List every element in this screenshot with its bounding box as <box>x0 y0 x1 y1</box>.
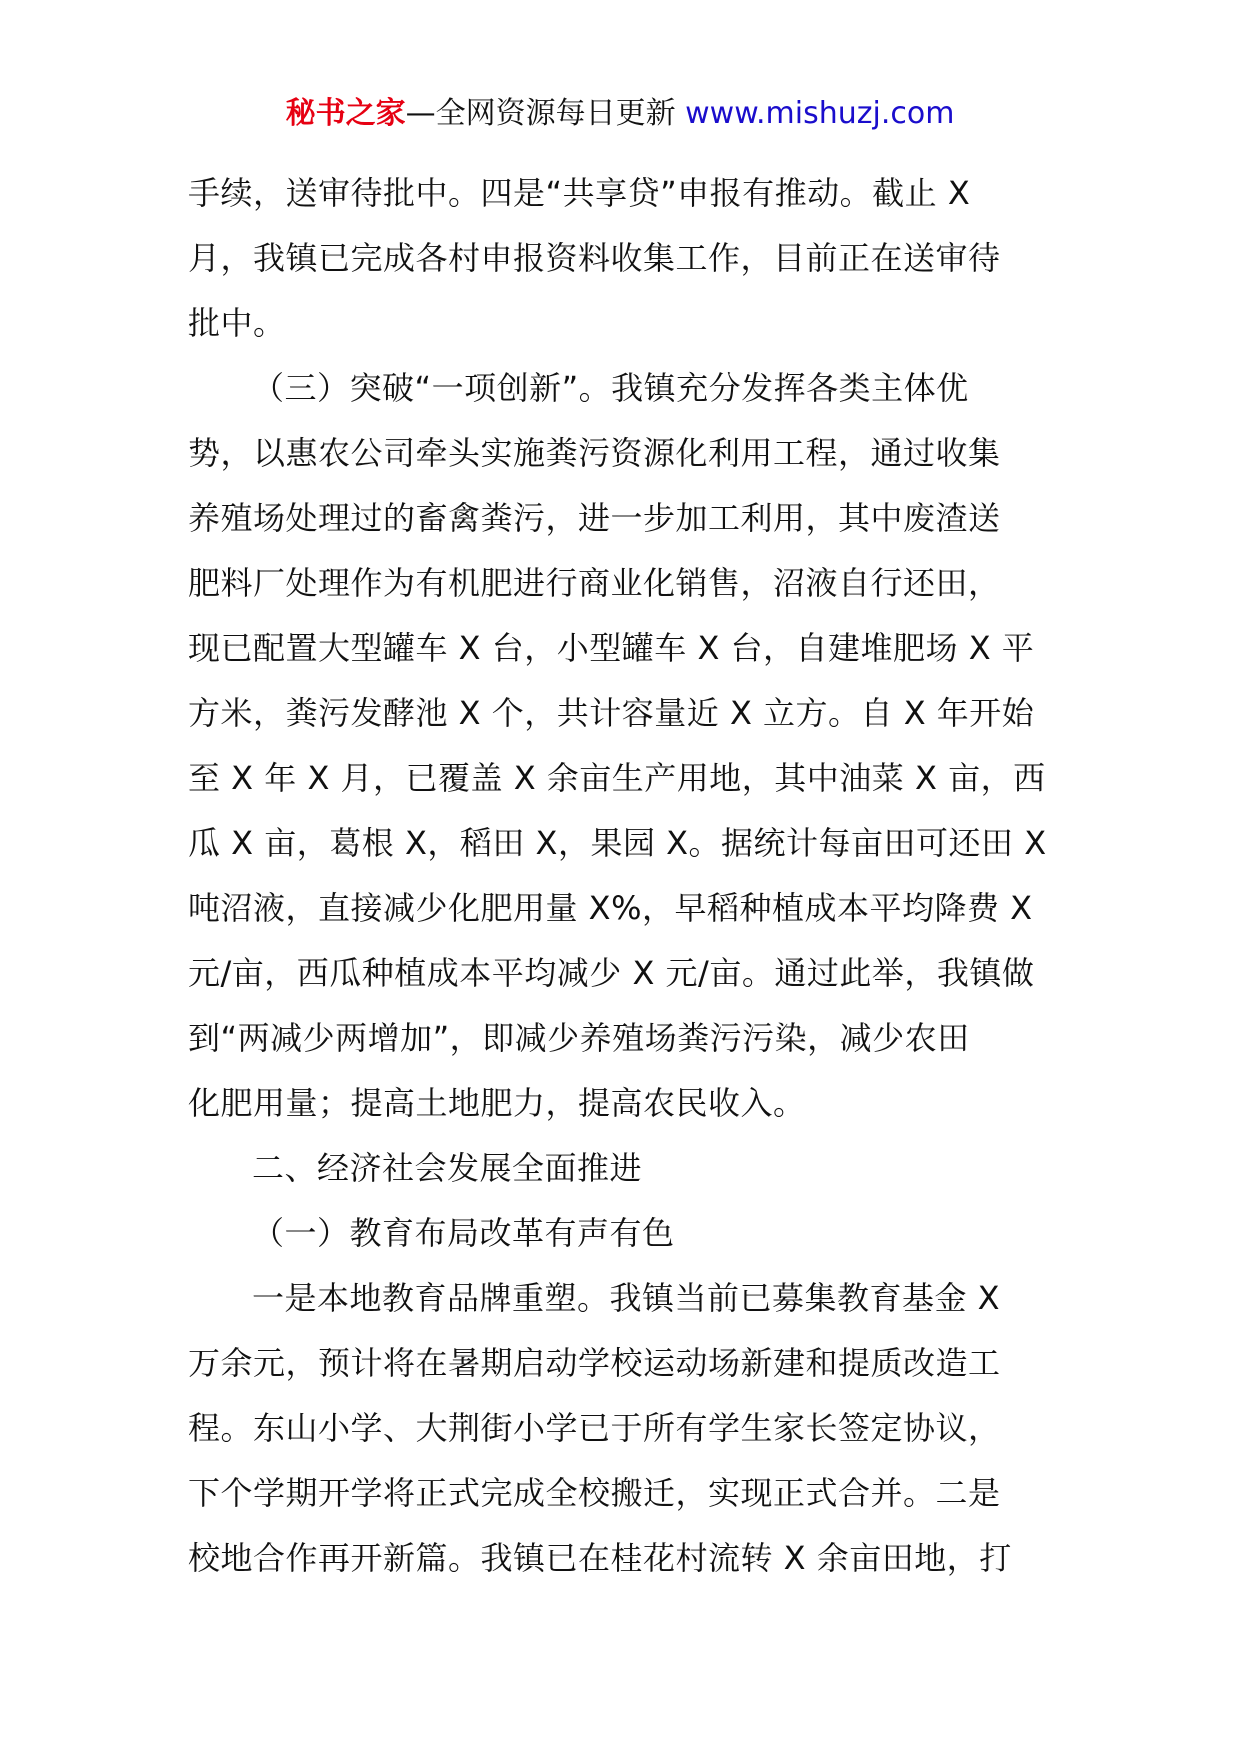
text-line: 肥料厂处理作为有机肥进行商业化销售，沼液自行还田， <box>188 564 1001 602</box>
text-line: 势，以惠农公司牵头实施粪污资源化利用工程，通过收集 <box>188 434 1001 472</box>
text-line: 程。东山小学、大荆街小学已于所有学生家长签定协议， <box>188 1409 1001 1447</box>
text-line: 吨沼液，直接减少化肥用量 X%，早稻种植成本平均降费 X <box>188 889 1033 927</box>
text-line: 至 X 年 X 月，已覆盖 X 余亩生产用地，其中油菜 X 亩，西 <box>188 759 1046 797</box>
text-line: 下个学期开学将正式完成全校搬迁，实现正式合并。二是 <box>188 1474 1001 1512</box>
text-line: 瓜 X 亩，葛根 X，稻田 X，果园 X。据统计每亩田可还田 X <box>188 824 1047 862</box>
header-tagline: —全网资源每日更新 <box>405 96 676 131</box>
subsection-heading-education: （一）教育布局改革有声有色 <box>252 1214 675 1252</box>
section-heading-innovation: （三）突破“一项创新”。我镇充分发挥各类主体优 <box>252 369 969 407</box>
text-line: 元/亩，西瓜种植成本平均减少 X 元/亩。通过此举，我镇做 <box>188 954 1035 992</box>
text-line: 到“两减少两增加”，即减少养殖场粪污污染，减少农田 <box>188 1019 970 1057</box>
site-header <box>0 94 1240 134</box>
text-line: 手续，送审待批中。四是“共享贷”申报有推动。截止 X <box>188 174 971 212</box>
text-line: 化肥用量；提高土地肥力，提高农民收入。 <box>188 1084 806 1122</box>
text-line: 校地合作再开新篇。我镇已在桂花村流转 X 余亩田地，打 <box>188 1539 1012 1577</box>
text-line: 一是本地教育品牌重塑。我镇当前已募集教育基金 X <box>252 1279 1001 1317</box>
brand-name: 秘书之家 <box>285 96 406 131</box>
text-line: 批中。 <box>188 304 286 342</box>
text-line: 方米，粪污发酵池 X 个，共计容量近 X 立方。自 X 年开始 <box>188 694 1035 732</box>
text-line: 养殖场处理过的畜禽粪污，进一步加工利用，其中废渣送 <box>188 499 1001 537</box>
document-body <box>188 161 1068 1591</box>
section-heading-economy: 二、经济社会发展全面推进 <box>252 1149 643 1187</box>
text-line: 万余元，预计将在暑期启动学校运动场新建和提质改造工 <box>188 1344 1001 1382</box>
text-line: 现已配置大型罐车 X 台，小型罐车 X 台，自建堆肥场 X 平 <box>188 629 1035 667</box>
text-line: 月，我镇已完成各村申报资料收集工作，目前正在送审待 <box>188 239 1001 277</box>
site-url-link[interactable]: www.mishuzj.com <box>685 96 955 131</box>
